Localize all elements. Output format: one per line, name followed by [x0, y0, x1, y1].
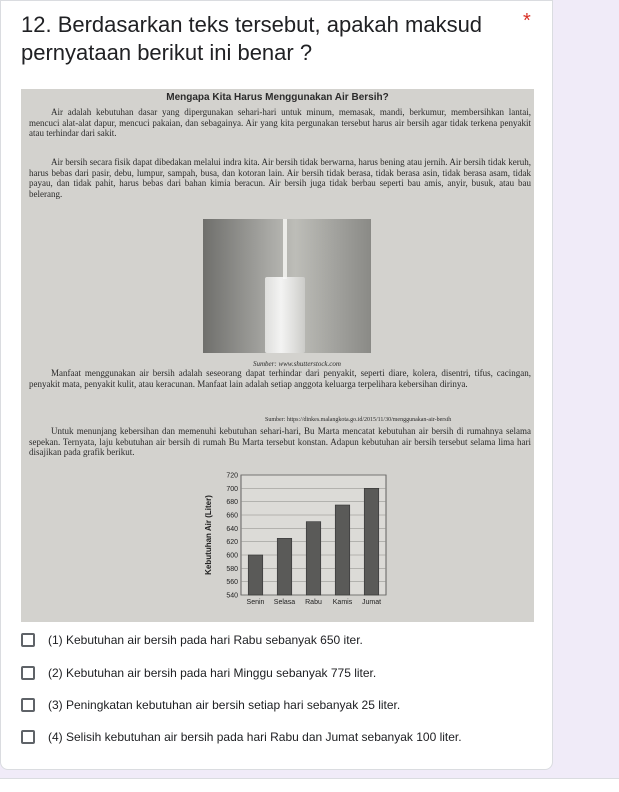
y-axis-label: Kebutuhan Air (Liter): [204, 495, 213, 575]
y-tick-label: 600: [226, 552, 238, 560]
bar: [248, 555, 263, 595]
y-tick-label: 540: [226, 592, 238, 600]
y-tick-label: 580: [226, 565, 238, 573]
image-paragraph-4: Untuk menunjang kebersihan dan memenuhi kebutuhan sehari-hari, Bu Marta mencatat kebutuhan air bersih di rumahnya selama sepekan. Ternyata, laju kebutuhan air bersih di rumah Bu Marta tersebut konstan. Adapun kebutuhan air bersih tersebut selama lima hari disajikan pada grafik berikut.: [29, 426, 531, 457]
water-glass-photo: [203, 219, 371, 353]
y-tick-label: 700: [226, 485, 238, 493]
x-tick-label: Kamis: [332, 599, 353, 606]
y-tick-label: 720: [226, 472, 238, 480]
image-source: Sumber: https://dinkes.malangkota.go.id/2015/11/30/menggunakan-air-bersih: [265, 417, 452, 423]
bar: [335, 505, 350, 595]
x-tick-label: Rabu: [305, 599, 322, 606]
next-card-edge: [0, 778, 619, 792]
question-image: [21, 89, 534, 622]
checkbox[interactable]: [21, 666, 35, 680]
image-paragraph-1: Air adalah kebutuhan dasar yang dipergunakan sehari-hari untuk minum, memasak, mandi, berkumur, membersihkan lantai, mencuci alat-alat dapur, mencuci pakaian, dan sebagainya. Air yang kita pergunakan tersebut harus air bersih agar tidak terkena penyakit atau terhindar dari sakit.: [29, 107, 531, 138]
x-tick-label: Senin: [246, 599, 265, 606]
checkbox[interactable]: [21, 698, 35, 712]
y-tick-label: 620: [226, 539, 238, 547]
y-tick-label: 640: [226, 525, 238, 533]
y-tick-label: 560: [226, 579, 238, 587]
option-label: (2) Kebutuhan air bersih pada hari Minggu sebanyak 775 liter.: [48, 666, 377, 680]
y-tick-label: 660: [226, 512, 238, 520]
option-1[interactable]: [21, 630, 363, 650]
option-label: (3) Peningkatan kebutuhan air bersih setiap hari sebanyak 25 liter.: [48, 698, 401, 712]
option-3[interactable]: [21, 695, 400, 715]
image-paragraph-2: Air bersih secara fisik dapat dibedakan melalui indra kita. Air bersih tidak berwarna, harus bening atau jernih. Air bersih tidak keruh, harus bebas dari pasir, debu, lumpur, sampah, busa, dan kotoran lain. Air bersih tidak berasa, tidak berasa asin, tidak berasa asam, tidak payau, dan tidak pahit, harus bebas dari bahan kimia beracun. Air bersih juga tidak berbau seperti bau amis, anyir, busuk, atau bau belerang.: [29, 157, 531, 199]
option-4[interactable]: [21, 727, 462, 747]
bar: [364, 488, 379, 595]
glass-icon: [265, 277, 305, 353]
checkbox[interactable]: [21, 730, 35, 744]
x-tick-label: Selasa: [273, 599, 296, 606]
question-title: 12. Berdasarkan teks tersebut, apakah maksud pernyataan berikut ini benar ?: [21, 12, 483, 65]
option-label: (1) Kebutuhan air bersih pada hari Rabu sebanyak 650 iter.: [48, 633, 363, 647]
water-stream: [283, 219, 287, 279]
y-tick-label: 680: [226, 499, 238, 507]
required-asterisk: *: [523, 10, 531, 32]
option-label: (4) Selisih kebutuhan air bersih pada hari Rabu dan Jumat sebanyak 100 liter.: [48, 730, 462, 744]
water-usage-chart: [171, 467, 391, 617]
checkbox[interactable]: [21, 633, 35, 647]
image-paragraph-3: Manfaat menggunakan air bersih adalah seseorang dapat terhindar dari penyakit, seperti diare, kolera, disentri, tifus, cacingan, penyakit mata, penyakit kulit, atau keracunan. Manfaat lain adalah setiap anggota keluarga terpelihara kebersihan dirinya.: [29, 368, 531, 389]
bar: [306, 522, 321, 595]
image-heading: Mengapa Kita Harus Menggunakan Air Bersih?: [166, 92, 389, 103]
x-tick-label: Jumat: [361, 599, 382, 606]
option-2[interactable]: [21, 663, 376, 683]
photo-caption: Sumber: www.shutterstock.com: [253, 360, 341, 368]
bar: [277, 538, 292, 595]
